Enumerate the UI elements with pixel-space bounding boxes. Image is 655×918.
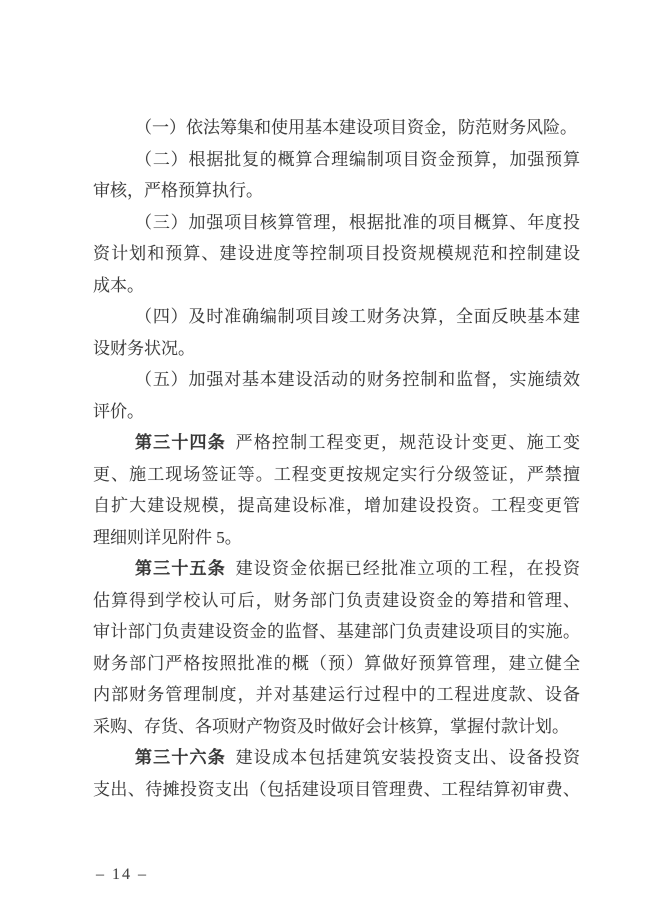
text-line: 评价。: [93, 401, 144, 421]
text-line: （二）根据批复的概算合理编制项目资金预算，加强预算: [135, 149, 580, 169]
text-line: （五）加强对基本建设活动的财务控制和监督，实施绩效: [135, 370, 580, 389]
text-line: 采购、存货、各项财产物资及时做好会计核算，掌握付款计划。: [93, 716, 569, 736]
text-line: （一）依法筹集和使用基本建设项目资金，防范财务风险。: [135, 118, 577, 137]
text-line: 设财务状况。: [93, 338, 195, 358]
text-line: 自扩大建设规模，提高建设标准，增加建设投资。工程变更管: [93, 496, 580, 515]
text-line: 资计划和预算、建设进度等控制项目投资规模规范和控制建设: [93, 244, 580, 263]
text-line: 估算得到学校认可后，财务部门负责建设资金的筹措和管理、: [93, 590, 580, 610]
text-line: 审计部门负责建设资金的监督、基建部门负责建设项目的实施。: [93, 622, 580, 641]
text-line: 财务部门严格按照批准的概（预）算做好预算管理，建立健全: [93, 653, 580, 673]
text-line: （四）及时准确编制项目竣工财务决算，全面反映基本建: [135, 307, 580, 326]
article-number: 第三十六条: [135, 748, 226, 767]
text-line: 理细则详见附件 5。: [93, 527, 242, 547]
text-line: （三）加强项目核算管理，根据批准的项目概算、年度投: [135, 212, 580, 232]
text-line: 审核，严格预算执行。: [93, 181, 263, 200]
text-line: 支出、待摊投资支出（包括建设项目管理费、工程结算初审费、: [93, 779, 580, 799]
page-number: – 14 –: [96, 866, 148, 883]
text-line: 成本。: [93, 275, 144, 295]
article-first-line: 第三十五条 建设资金依据已经批准立项的工程，在投资: [135, 559, 580, 578]
text-line: 内部财务管理制度，并对基建运行过程中的工程进度款、设备: [93, 685, 580, 704]
article-first-line: 第三十六条 建设成本包括建筑安装投资支出、设备投资: [135, 748, 580, 767]
article-number: 第三十四条: [135, 433, 226, 452]
article-number: 第三十五条: [135, 559, 226, 578]
document-body: [93, 112, 580, 805]
text-line: 更、施工现场签证等。工程变更按规定实行分级签证，严禁擅: [93, 464, 580, 484]
article-first-line: 第三十四条 严格控制工程变更，规范设计变更、施工变: [135, 433, 580, 452]
